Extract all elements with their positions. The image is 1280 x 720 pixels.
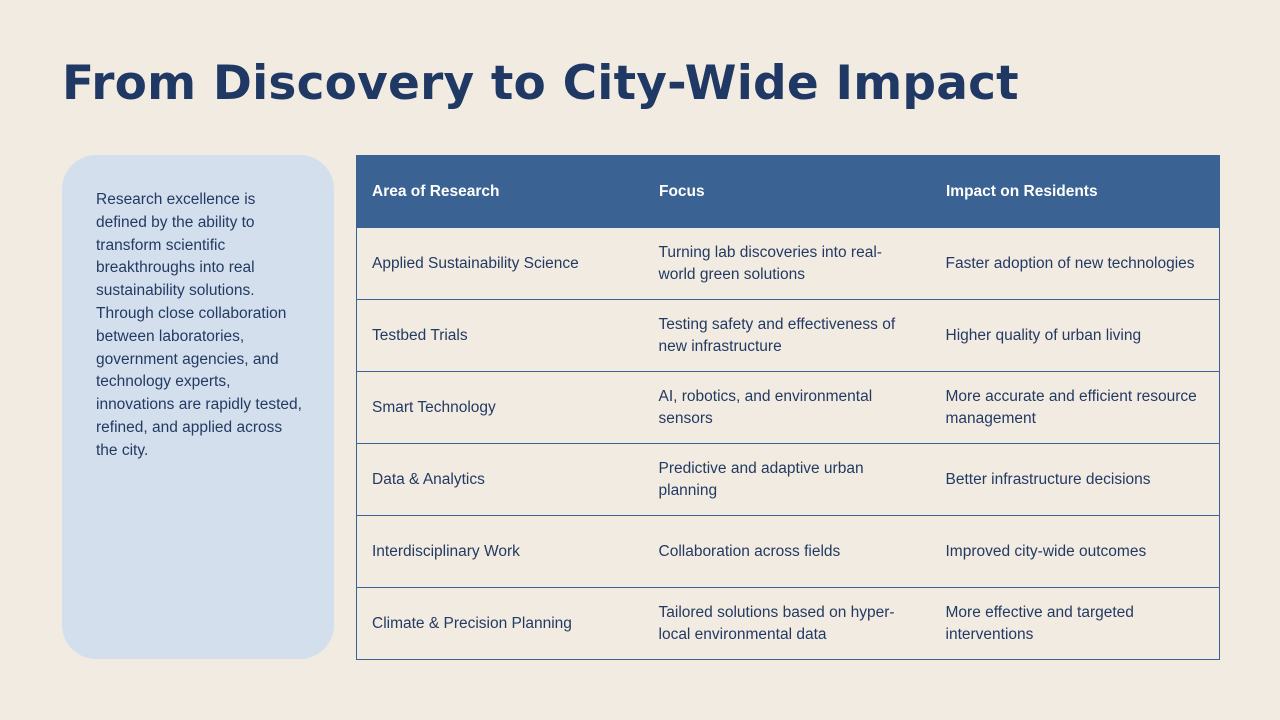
- research-table-container: [356, 155, 1219, 659]
- cell-area: Smart Technology: [357, 372, 644, 444]
- cell-focus: Turning lab discoveries into real-world green solutions: [644, 228, 931, 300]
- table-row: [357, 588, 1220, 660]
- cell-focus: Predictive and adaptive urban planning: [644, 444, 931, 516]
- cell-focus: AI, robotics, and environmental sensors: [644, 372, 931, 444]
- cell-area: Interdisciplinary Work: [357, 516, 644, 588]
- cell-focus: Tailored solutions based on hyper-local environmental data: [644, 588, 931, 660]
- cell-impact: More accurate and efficient resource management: [931, 372, 1220, 444]
- cell-area: Applied Sustainability Science: [357, 228, 644, 300]
- cell-area: Climate & Precision Planning: [357, 588, 644, 660]
- cell-impact: Higher quality of urban living: [931, 300, 1220, 372]
- table-row: [357, 228, 1220, 300]
- research-table: [356, 155, 1220, 660]
- table-row: [357, 516, 1220, 588]
- header-impact-on-residents: Impact on Residents: [931, 156, 1220, 228]
- table-row: [357, 300, 1220, 372]
- header-focus: Focus: [644, 156, 931, 228]
- page-title: From Discovery to City-Wide Impact: [62, 56, 1019, 111]
- cell-impact: Better infrastructure decisions: [931, 444, 1220, 516]
- cell-impact: Faster adoption of new technologies: [931, 228, 1220, 300]
- cell-area: Testbed Trials: [357, 300, 644, 372]
- cell-focus: Testing safety and effectiveness of new infrastructure: [644, 300, 931, 372]
- table-header-row: [357, 156, 1220, 228]
- table-row: [357, 444, 1220, 516]
- table-row: [357, 372, 1220, 444]
- cell-impact: More effective and targeted interventions: [931, 588, 1220, 660]
- cell-area: Data & Analytics: [357, 444, 644, 516]
- summary-text: Research excellence is defined by the ability to transform scientific breakthroughs into real sustainability solutions. Through close collaboration between laboratories, government agencies, and technology experts, innovations are rapidly tested, refined, and applied across the city.: [96, 191, 302, 459]
- cell-focus: Collaboration across fields: [644, 516, 931, 588]
- cell-impact: Improved city-wide outcomes: [931, 516, 1220, 588]
- header-area-of-research: Area of Research: [357, 156, 644, 228]
- summary-card: [62, 155, 334, 659]
